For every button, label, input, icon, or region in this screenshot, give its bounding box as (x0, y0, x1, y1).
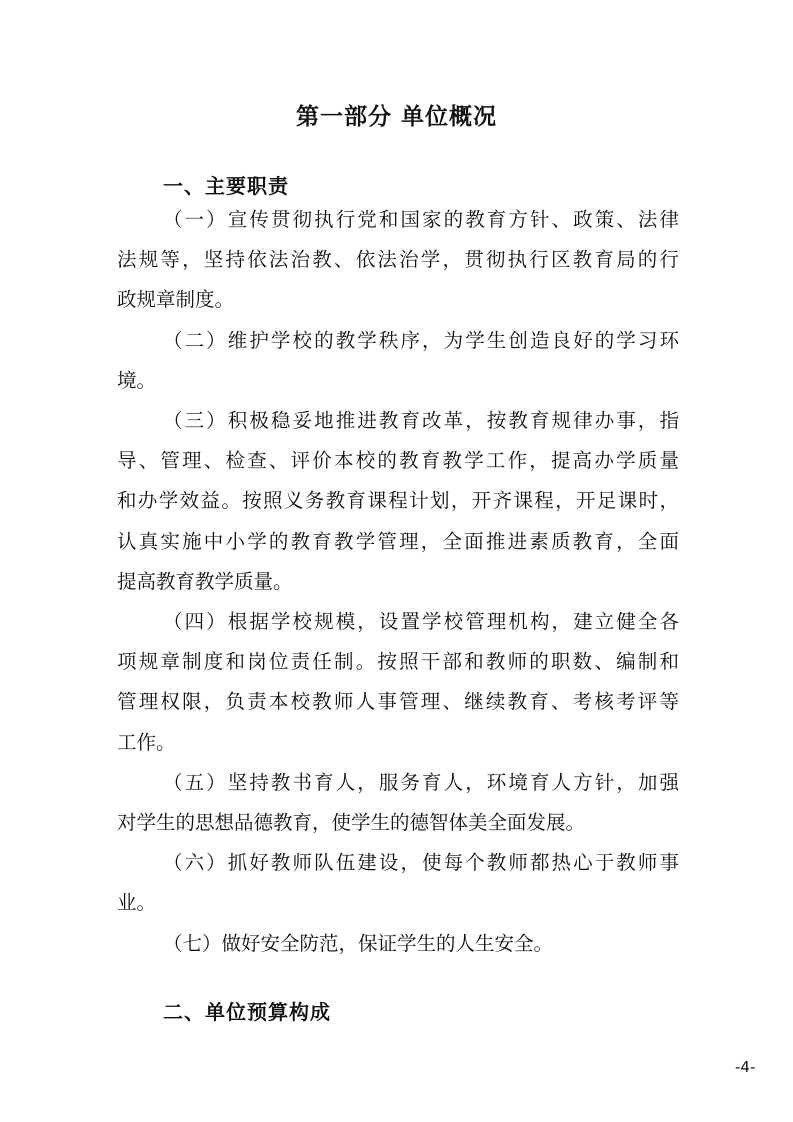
paragraph-line: 提高教育教学质量。 (117, 569, 293, 593)
section-body-main-duties (117, 200, 679, 964)
paragraph-line: （一）宣传贯彻执行党和国家的教育方针、政策、法律 (163, 208, 679, 231)
duty-paragraph-3 (117, 401, 679, 602)
section-heading-main-duties: 一、主要职责 (163, 174, 289, 198)
duty-paragraph-7 (117, 924, 679, 964)
duty-paragraph-4 (117, 602, 679, 763)
page-title: 第一部分 单位概况 (295, 104, 497, 130)
paragraph-line: 项规章制度和岗位责任制。按照干部和教师的职数、编制和 (117, 650, 679, 674)
paragraph-line: （五）坚持教书育人，服务育人，环境育人方针，加强 (163, 770, 679, 794)
paragraph-line: 管理权限，负责本校教师人事管理、继续教育、考核考评等 (117, 690, 679, 714)
paragraph-line: （四）根据学校规模，设置学校管理机构，建立健全各 (163, 610, 679, 634)
paragraph-line: 认真实施中小学的教育教学管理，全面推进素质教育，全面 (117, 529, 679, 553)
duty-paragraph-1 (117, 200, 679, 321)
paragraph-line: （七）做好安全防范，保证学生的人生安全。 (163, 931, 554, 955)
section-heading-budget-composition: 二、单位预算构成 (163, 1000, 331, 1024)
duty-paragraph-6 (117, 843, 679, 923)
duty-paragraph-2 (117, 321, 679, 401)
paragraph-line: 政规章制度。 (117, 288, 235, 312)
paragraph-line: 导、管理、检查、评价本校的教育教学工作，提高办学质量 (117, 449, 679, 473)
paragraph-line: 境。 (117, 368, 157, 392)
paragraph-line: （六）抓好教师队伍建设，使每个教师都热心于教师事 (163, 851, 679, 875)
paragraph-line: 和办学效益。按照义务教育课程计划，开齐课程，开足课时， (117, 489, 679, 513)
paragraph-line: 业。 (117, 891, 157, 915)
paragraph-line: （三）积极稳妥地推进教育改革，按教育规律办事，指 (163, 409, 679, 433)
paragraph-line: 工作。 (117, 730, 176, 754)
paragraph-line: 法规等，坚持依法治教、依法治学，贯彻执行区教育局的行 (117, 248, 679, 272)
paragraph-line: （二）维护学校的教学秩序，为学生创造良好的学习环 (163, 328, 679, 352)
paragraph-line: 对学生的思想品德教育，使学生的德智体美全面发展。 (117, 811, 586, 835)
page-number: -4- (735, 1058, 756, 1076)
duty-paragraph-5 (117, 763, 679, 843)
